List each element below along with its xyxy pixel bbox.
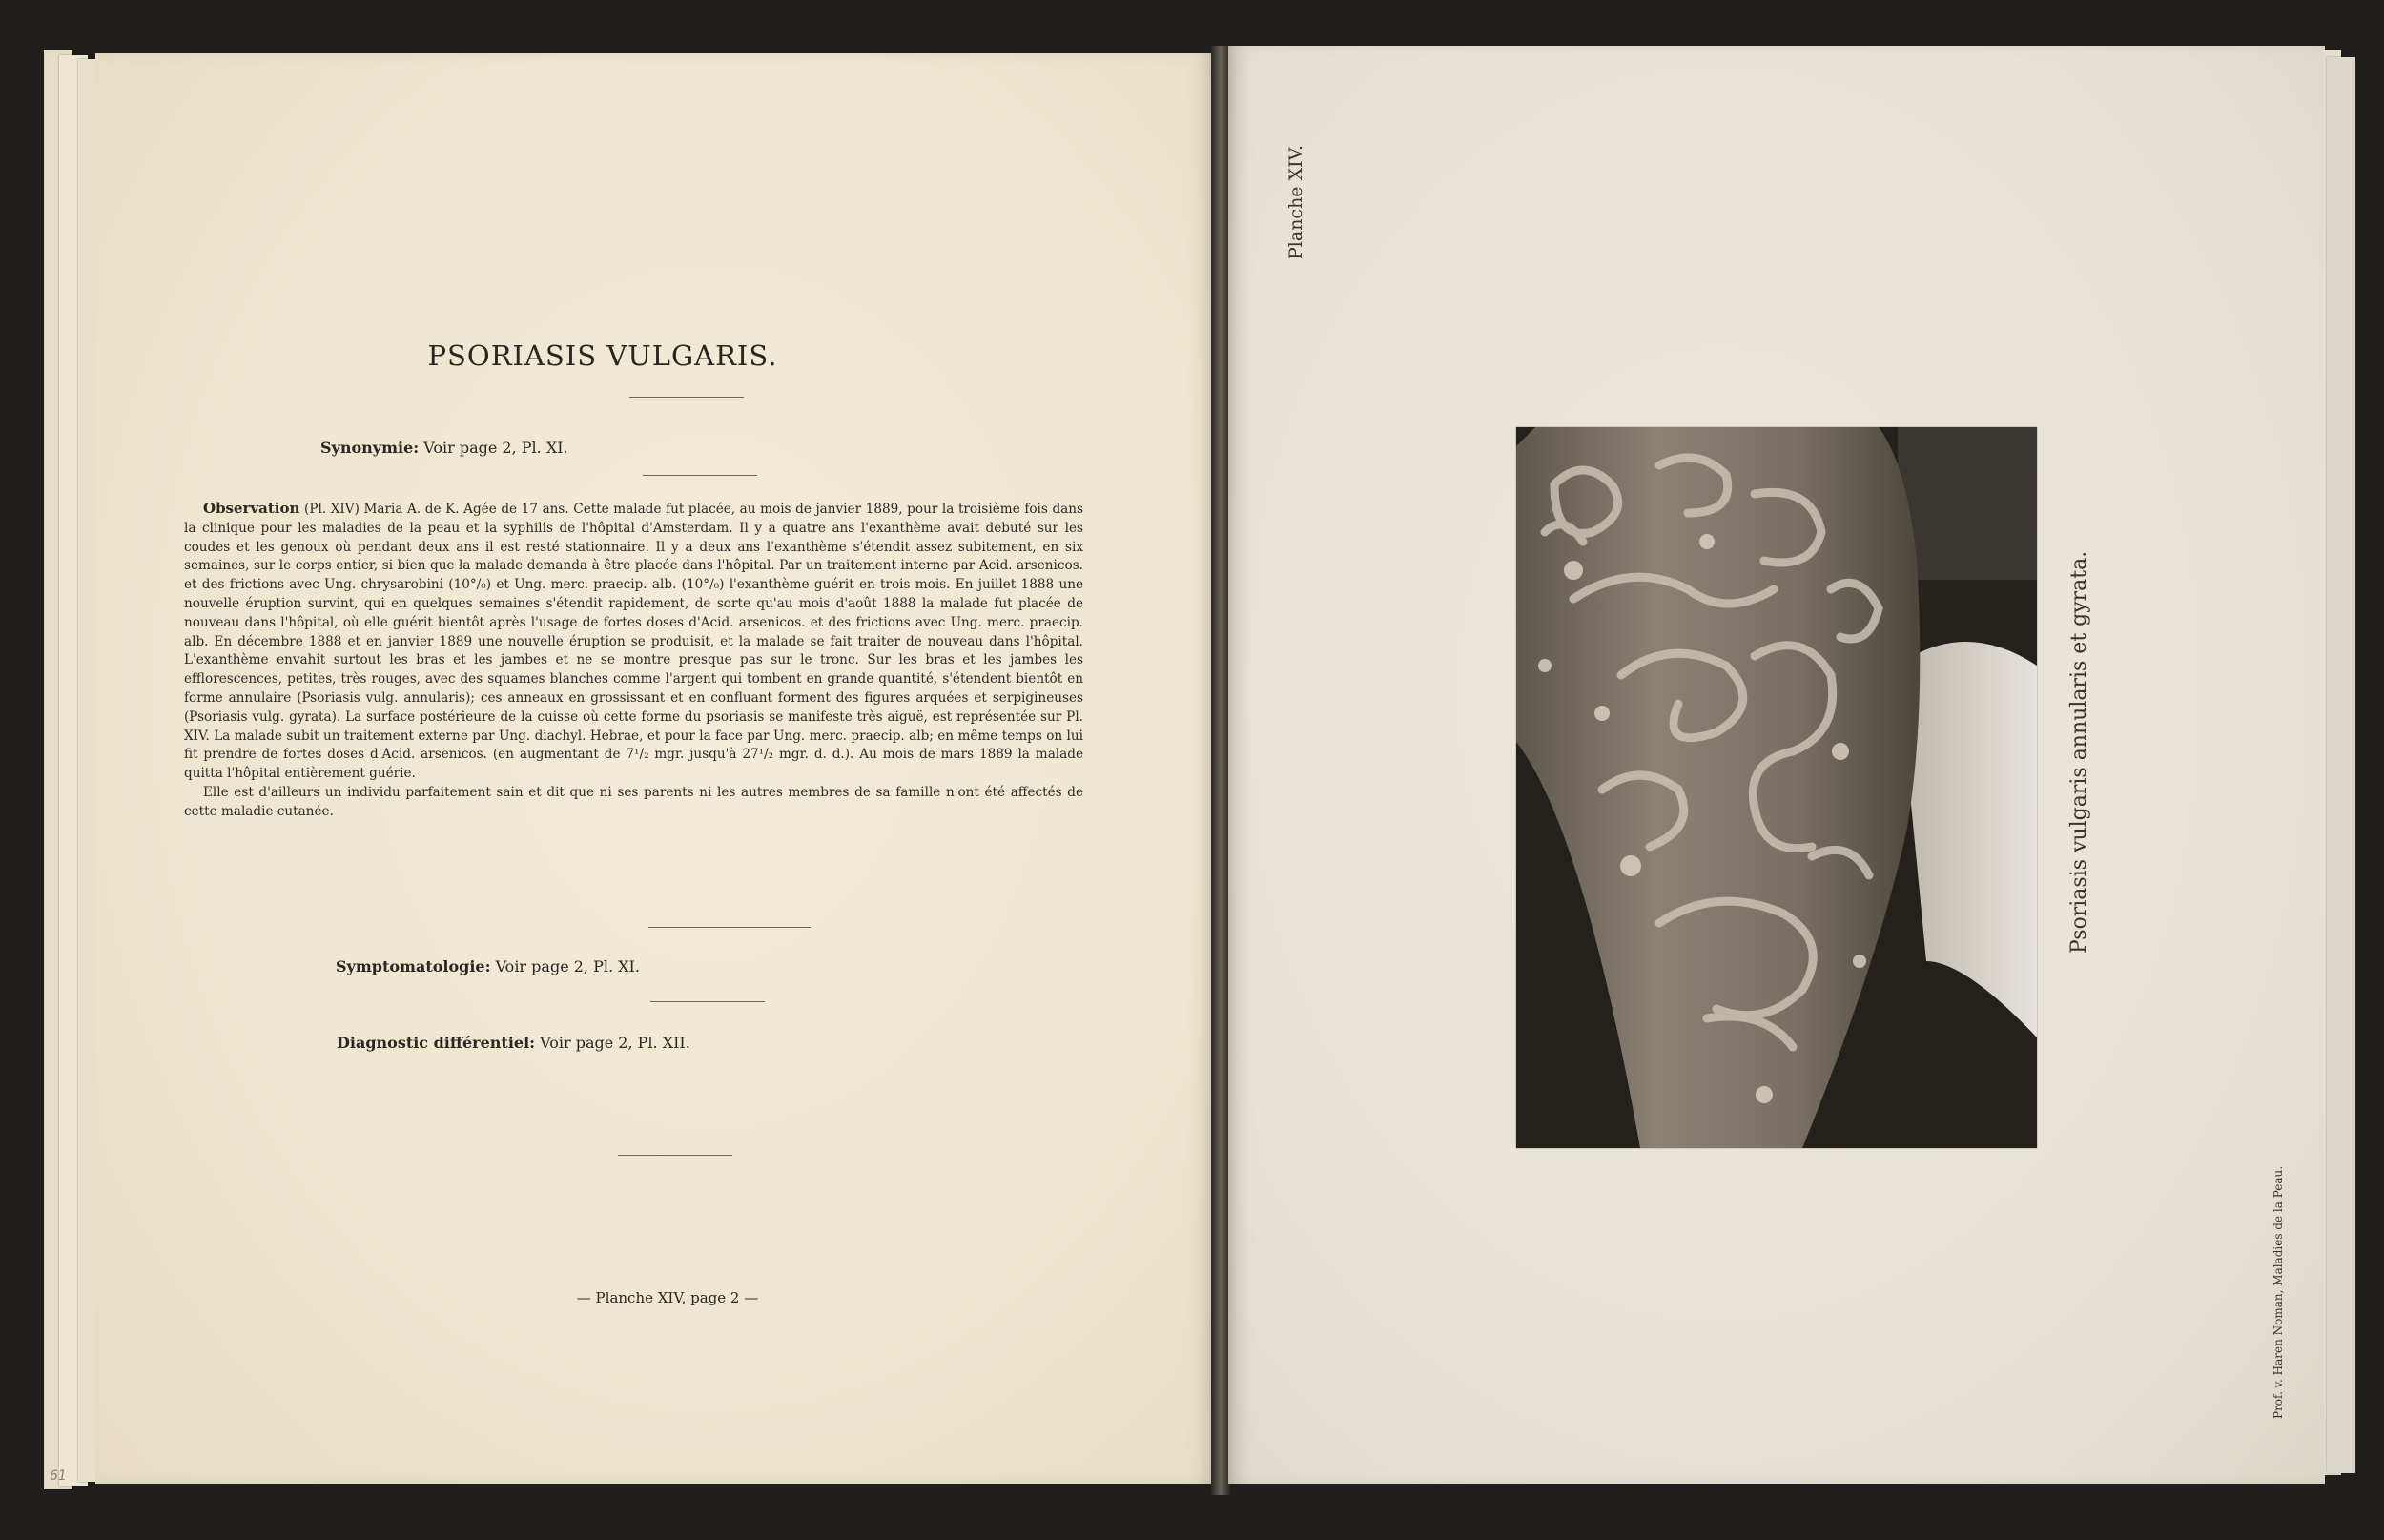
- divider: [643, 475, 757, 476]
- synonymie-section: [320, 439, 568, 457]
- symptomatologie-label: Symptomatologie:: [336, 957, 491, 975]
- book-gutter: [1211, 46, 1230, 1495]
- divider: [648, 927, 811, 928]
- divider: [618, 1155, 732, 1156]
- synonymie-text: Voir page 2, Pl. XI.: [423, 439, 568, 457]
- diagnostic-label: Diagnostic différentiel:: [337, 1034, 536, 1052]
- page-footer: — Planche XIV, page 2 —: [576, 1289, 759, 1306]
- diagnostic-section: [337, 1034, 690, 1052]
- synonymie-label: Synonymie:: [320, 439, 420, 457]
- plate-caption: Psoriasis vulgaris annularis et gyrata.: [2067, 550, 2091, 954]
- symptomatologie-section: [336, 957, 640, 975]
- divider: [650, 1001, 765, 1002]
- divider: [629, 397, 744, 398]
- publisher-credit: Prof. v. Haren Noman, Maladies de la Peau.: [2271, 1165, 2285, 1419]
- photograph-image: [1516, 427, 2037, 1148]
- diagnostic-text: Voir page 2, Pl. XII.: [540, 1034, 690, 1052]
- plate-label: Planche XIV.: [1285, 144, 1306, 259]
- pencil-mark: 61: [50, 1468, 67, 1484]
- symptomatologie-text: Voir page 2, Pl. XI.: [495, 957, 640, 975]
- observation-paragraph: (Pl. XIV) Maria A. de K. Agée de 17 ans. Cette malade fut placée, au mois de janvier 1889, pour la troisième fois dans la clinique pour les maladies de la peau et la syphilis de l'hôpital d'Amsterdam. Il y a quatre ans l'exanthème avait debuté sur les coudes et les genoux où pendant deux ans il est resté stationnaire. Il y a deux ans l'exanthème s'étendit assez subitement, en six semaines, sur le corps entier, si bien que la malade demanda à être placée dans l'hôpital. Par un traitement interne par Acid. arsenicos. et des frictions avec Ung. chrysarobini (10°/₀) et Ung. merc. praecip. alb. (10°/₀) l'exanthème guérit en trois mois. En juillet 1888 une nouvelle éruption survint, qui en quelques semaines s'étendit rapidement, de sorte qu'au mois d'août 1888 la malade fut placée de nouveau dans l'hôpital, où elle guérit bientôt après l'usage de fortes doses d'Acid. arsenicos. et des frictions avec Ung. merc. praecip. alb. En décembre 1888 et en janvier 1889 une nouvelle éruption se produisit, et la malade se fait traiter de nouveau dans l'hôpital. L'exanthème envahit surtout les bras et les jambes et ne se montre presque pas sur le tronc. Sur les bras et les jambes les efflorescences, petites, très rouges, avec des squames blanches comme l'argent qui tombent en grande quantité, s'étendent bientôt en forme annulaire (Psoriasis vulg. annularis); ces anneaux en grossissant et en confluant forment des figures arquées et serpigineuses (Psoriasis vulg. gyrata). La surface postérieure de la cuisse où cette forme du psoriasis se manifeste très aiguë, est représentée sur Pl. XIV. La malade subit un traitement externe par Ung. diachyl. Hebrae, et pour la face par Ung. merc. praecip. alb; en même temps on lui fit prendre de fortes doses d'Acid. arsenicos. (en augmentant de 7¹/₂ mgr. jusqu'à 27¹/₂ mgr. d. d.). Au mois de mars 1889 la malade quitta l'hôpital entièrement guérie.: [184, 502, 1083, 782]
- page-edge: [2327, 57, 2355, 1473]
- left-page: [95, 53, 1217, 1484]
- clinical-photograph: [1516, 427, 2037, 1148]
- observation-body: [184, 500, 1083, 822]
- observation-label: Observation: [203, 500, 300, 517]
- page-title: PSORIASIS VULGARIS.: [427, 339, 778, 372]
- observation-paragraph-2: Elle est d'ailleurs un individu parfaitement sain et dit que ni ses parents ni les autres membres de sa famille n'ont été affectés de cette maladie cutanée.: [184, 784, 1083, 819]
